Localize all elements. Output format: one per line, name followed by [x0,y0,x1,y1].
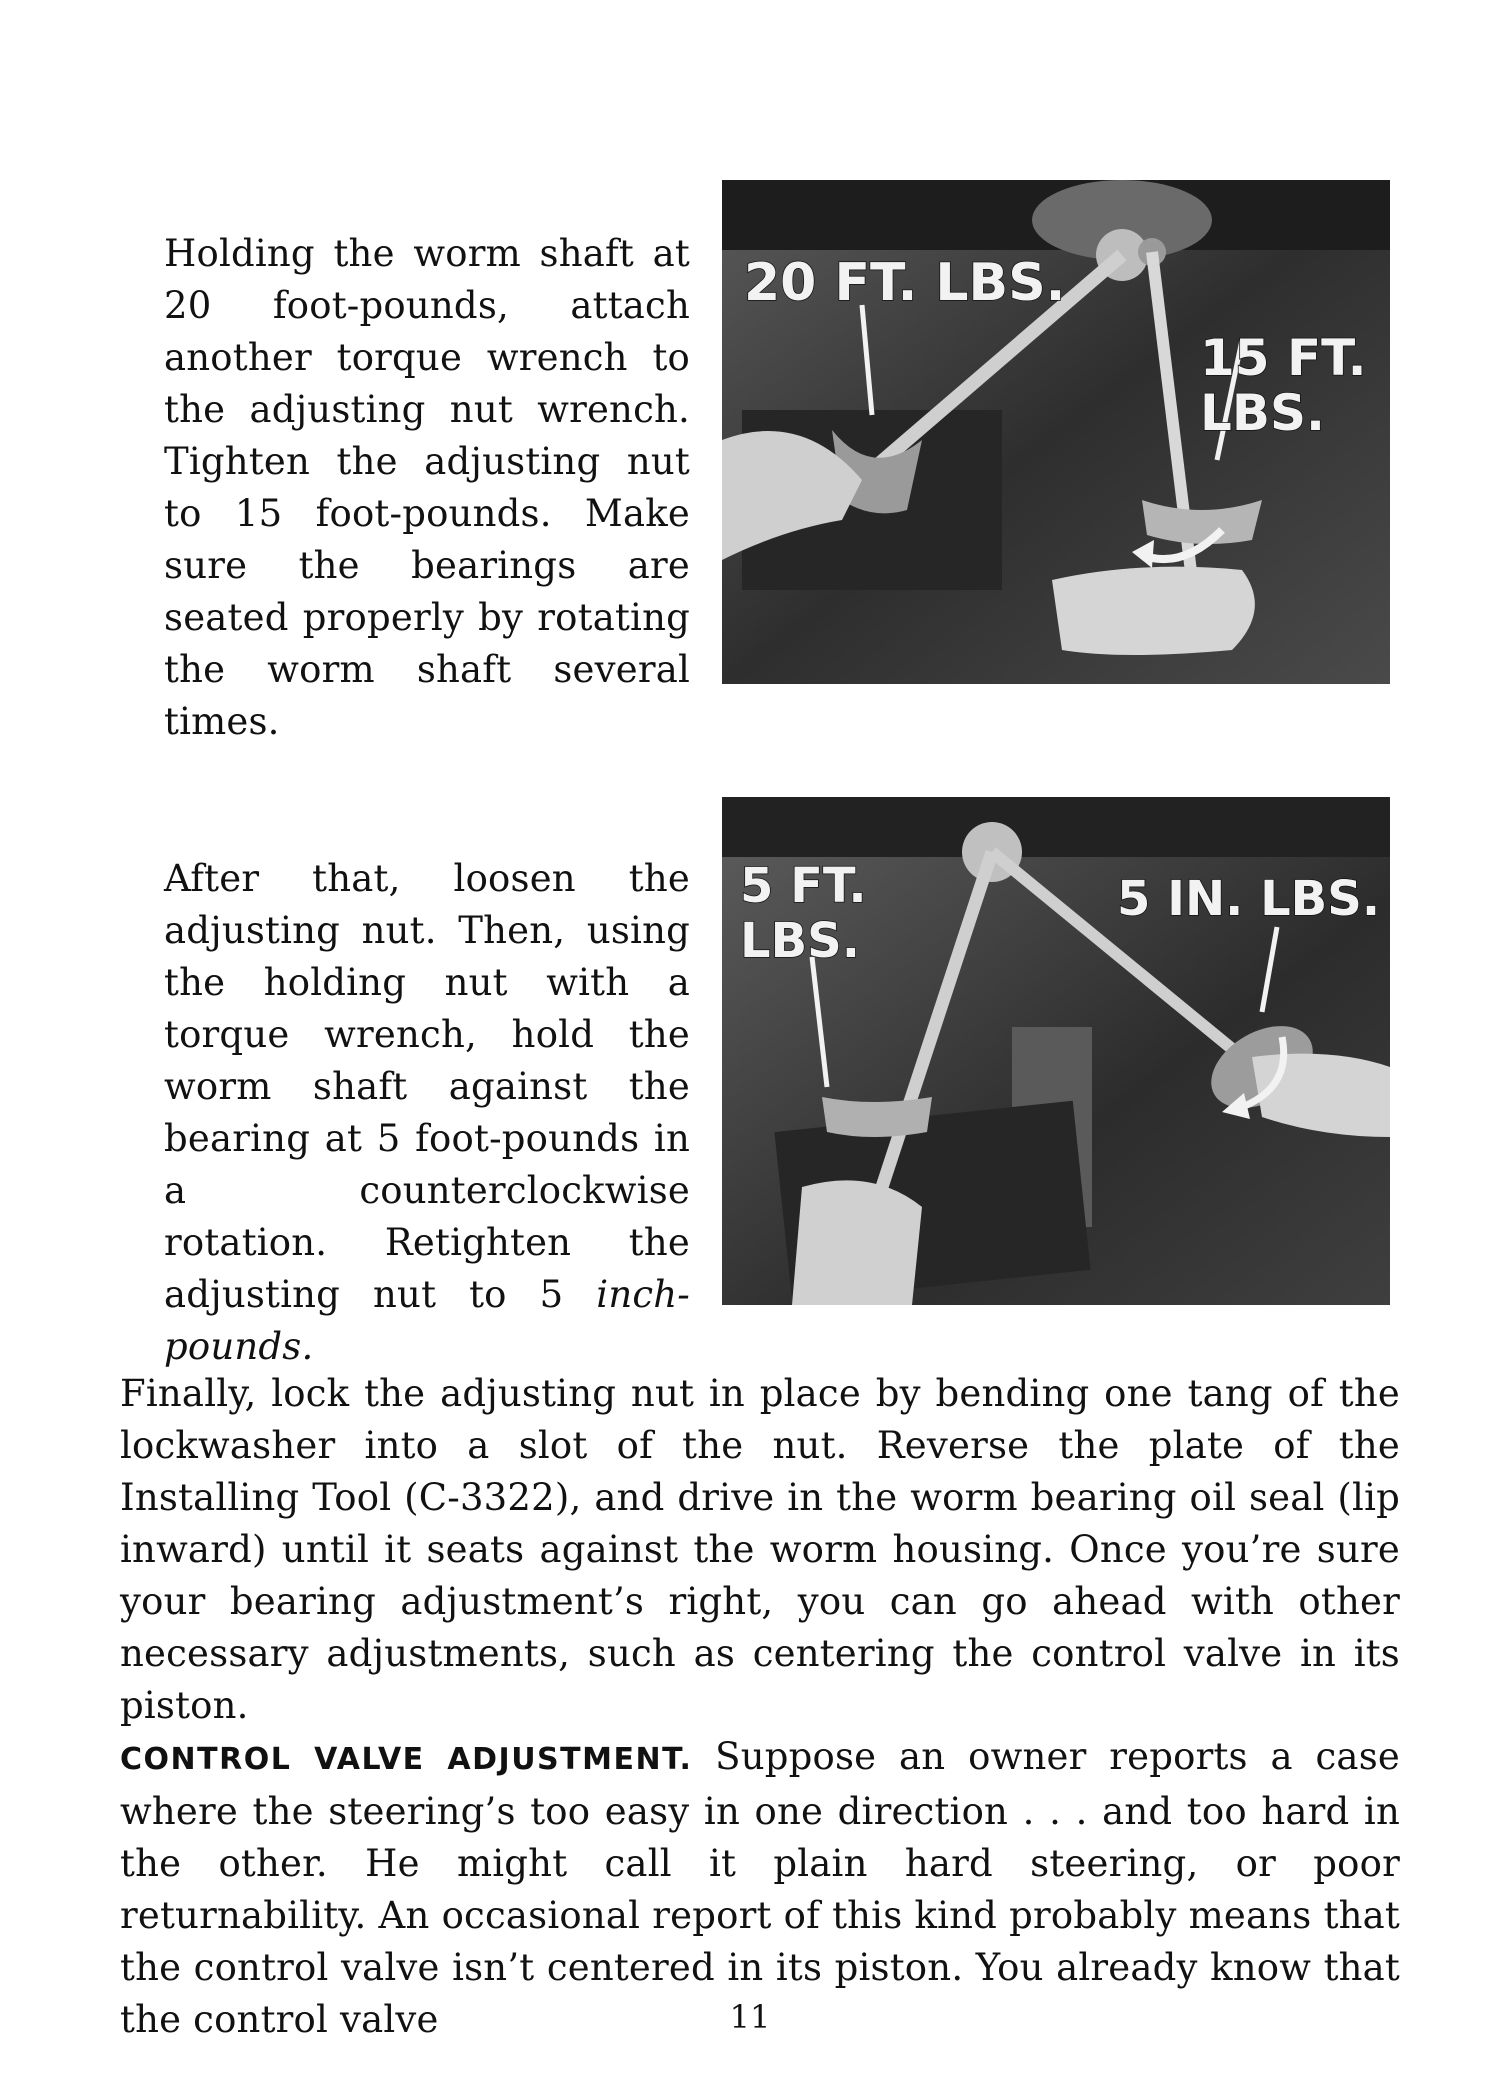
callout-5-ft: 5 FT. [740,858,867,914]
callout-20-ft-lbs: 20 FT. LBS. [744,253,1066,313]
step2-emphasis: inch-pounds. [164,1273,690,1368]
callout-15-ft: 15 FT. [1200,329,1367,387]
page-number: 11 [729,1998,771,2036]
hand-left-2 [792,1180,922,1305]
step1-paragraph: Holding the worm shaft at 20 foot-pounds, attach another torque wrench to the adjusting nut wrench. Tighten the adjusting nut to 15 foot-pounds. Make sure the bearings are seated properly by rotating the worm shaft several times. [164,232,690,743]
step2-paragraph [164,853,690,1373]
callout-5-in-lbs: 5 IN. LBS. [1117,871,1381,927]
hand-right [1052,567,1255,655]
torque-wrench-photo-2 [722,797,1390,1305]
callout-5-lbs: LBS. [740,913,860,969]
step2-text: After that, loosen the adjusting nut. Then, using the holding nut with a torque wrench, hold the worm shaft against the bearing at 5 foot-pounds in a counterclockwise rotation. Retighten the adjusting nut to 5 [164,857,690,1316]
section-heading: CONTROL VALVE ADJUSTMENT. [120,1742,693,1777]
torque-wrench-photo-1 [722,180,1390,684]
final-paragraph: Finally, lock the adjusting nut in place by bending one tang of the lockwasher into a slot of the nut. Reverse the plate of the Installing Tool (C-3322), and drive in the worm bearing oil seal (lip inward) until it seats against the worm housing. Once you’re sure your bearing adjustment’s right, you can go ahead with other necessary adjustments, such as centering the control valve in its piston. [120,1372,1400,1727]
callout-15-lbs: LBS. [1200,384,1325,442]
control-valve-text: Suppose an owner reports a case where the steering’s too easy in one direction . . . and too hard in the other. He might call it plain hard steering, or poor returnability. An occasional report of this kind probably means that the control valve isn’t centered in its piston. You already know that the control valve [120,1735,1400,2041]
torque-dial-left-2 [822,1097,932,1137]
